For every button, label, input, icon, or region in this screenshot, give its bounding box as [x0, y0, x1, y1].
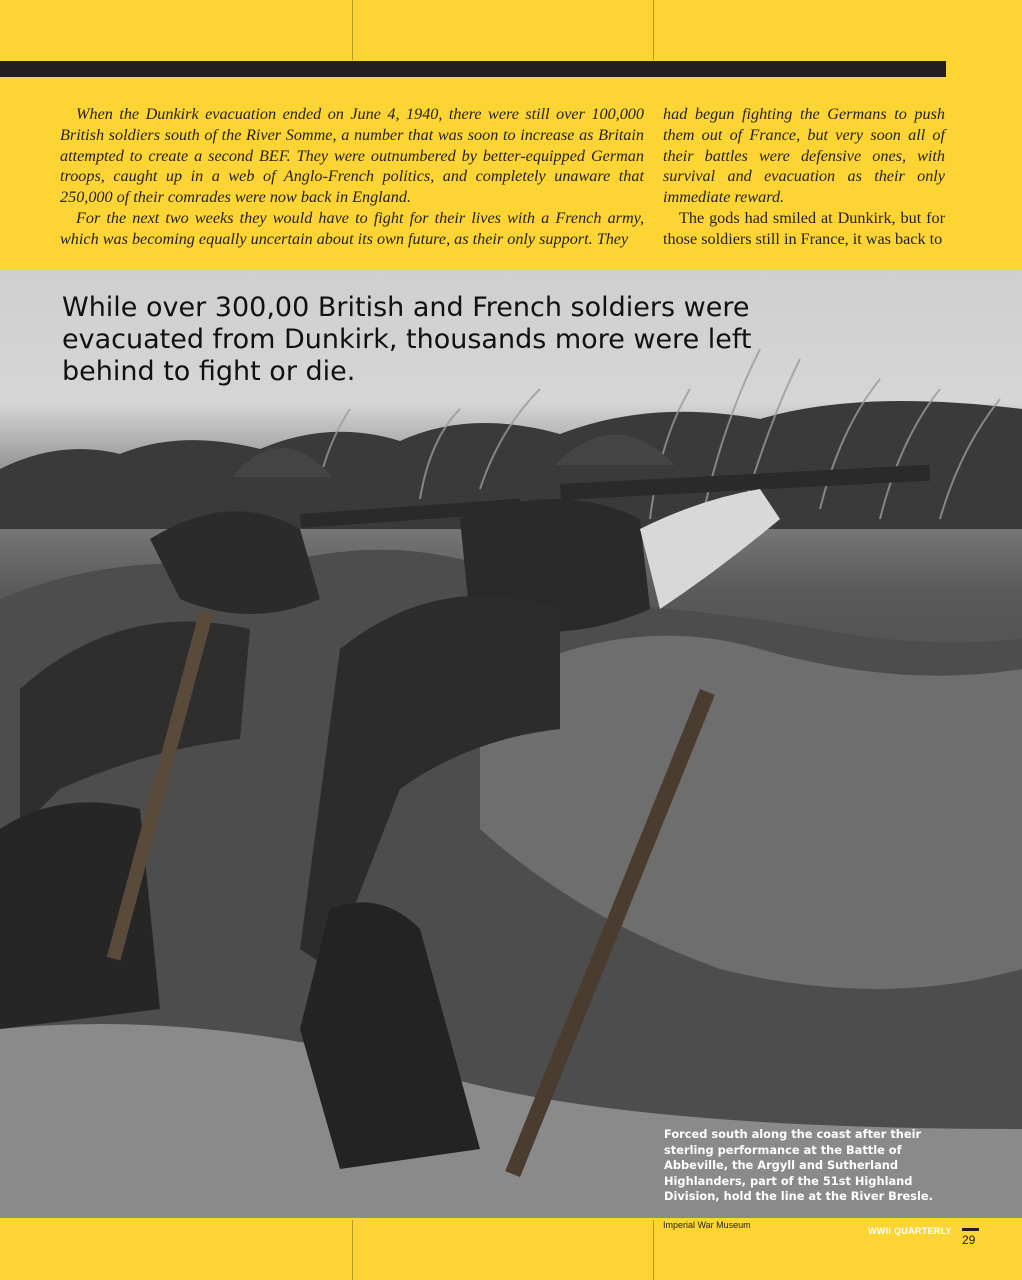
fold-line	[653, 1220, 654, 1280]
article-paragraph: had begun fighting the Germans to push them out of France, but very soon all of their battles were defensive ones, with survival and evacuation as their only immediate reward.	[663, 105, 945, 207]
folio-rule	[962, 1228, 979, 1231]
photo-illustration	[0, 269, 1022, 1218]
page-number: 29	[962, 1233, 976, 1247]
article-paragraph: For the next two weeks they would have to fight for their lives with a French army, which was becoming equally uncertain about its own future, as their only support. They	[60, 208, 644, 248]
article-paragraph: The gods had smiled at Dunkirk, but for those soldiers still in France, it was back to	[663, 208, 945, 248]
fold-line	[352, 1220, 353, 1280]
magazine-name: WWII QUARTERLY	[868, 1226, 952, 1236]
fold-line	[352, 0, 353, 60]
headline: While over 300,00 British and French soldiers were evacuated from Dunkirk, thousands more were left behind to fight or die.	[62, 292, 752, 387]
photo-caption: Forced south along the coast after their sterling performance at the Battle of Abbeville, the Argyll and Sutherland Highlanders, part of the 51st Highland Division, hold the line at the River Bresle.	[664, 1127, 933, 1203]
article-column-1	[60, 104, 644, 250]
fold-line	[653, 0, 654, 60]
soldiers-photo	[0, 269, 1022, 1218]
article-paragraph: When the Dunkirk evacuation ended on June 4, 1940, there were still over 100,000 British soldiers south of the River Somme, a number that was soon to increase as Britain attempted to create a second BEF. They were outnumbered by better-equipped German troops, caught up in a web of Anglo-French politics, and completely unaware that 250,000 of their comrades were now back in England.	[60, 105, 644, 207]
top-rule-bar	[0, 61, 946, 77]
article-column-2	[663, 104, 945, 250]
photo-credit: Imperial War Museum	[663, 1220, 751, 1230]
